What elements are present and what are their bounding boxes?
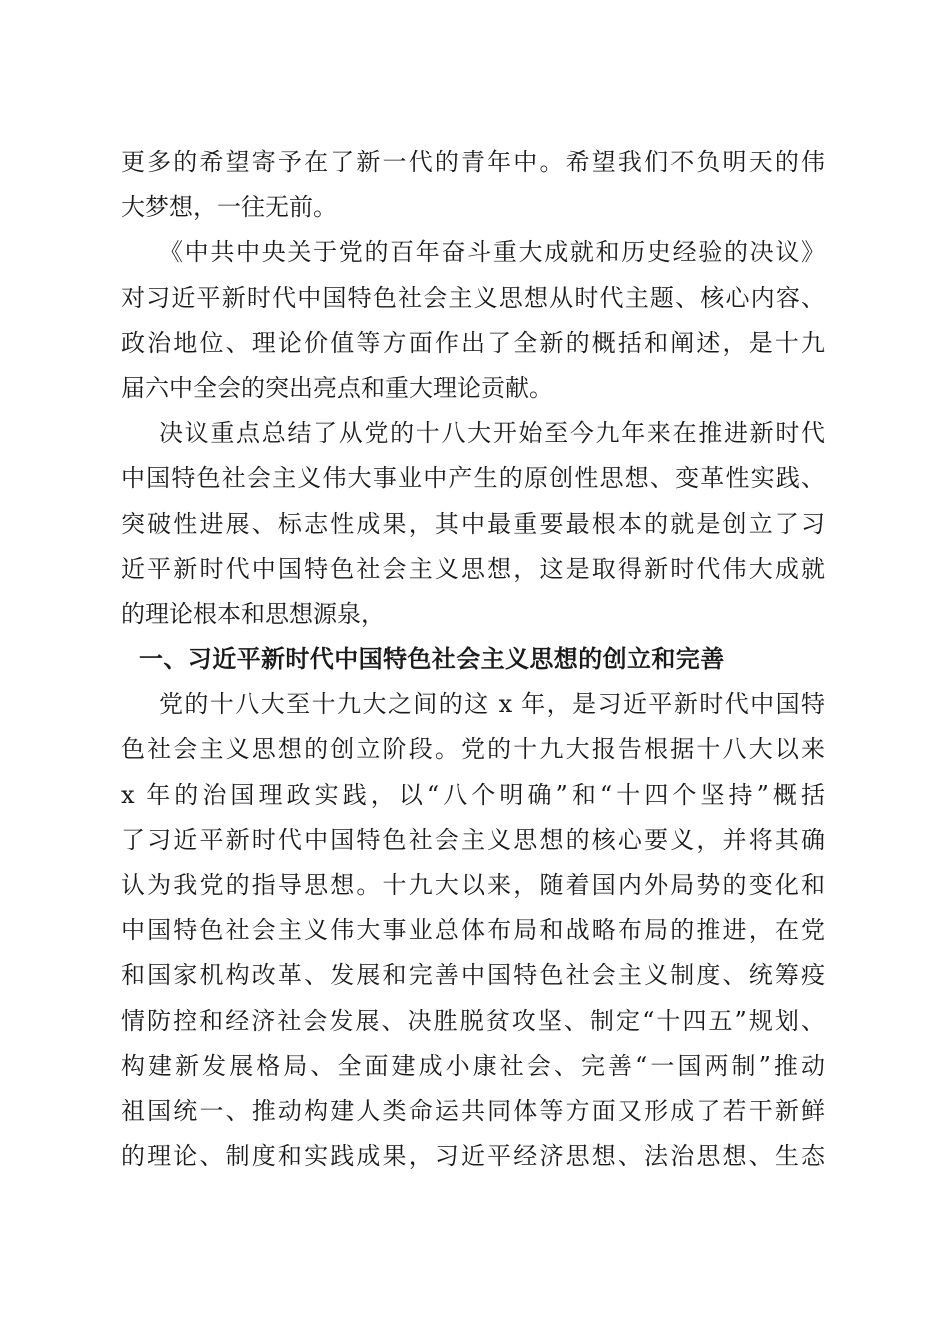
text-line: 《中共中央关于党的百年奋斗重大成就和历史经验的决议》 xyxy=(159,238,825,267)
heading-text: 一、习近平新时代中国特色社会主义思想的创立和完善 xyxy=(139,645,725,674)
text-line: 中国特色社会主义伟大事业总体布局和战略布局的推进，在党 xyxy=(121,916,825,945)
text-line: 近平新时代中国特色社会主义思想，这是取得新时代伟大成就 xyxy=(121,554,825,583)
text-line: 届六中全会的突出亮点和重大理论贡献。 xyxy=(121,373,553,402)
text-line: 对习近平新时代中国特色社会主义思想从时代主题、核心内容、 xyxy=(121,283,825,312)
text-line: 更多的希望寄予在了新一代的青年中。希望我们不负明天的伟 xyxy=(121,148,825,176)
text-line: 突破性进展、标志性成果，其中最重要最根本的就是创立了习 xyxy=(121,509,825,538)
text-line: 的理论根本和思想源泉， xyxy=(121,599,385,628)
text-line: 政治地位、理论价值等方面作出了全新的概括和阐述，是十九 xyxy=(121,328,825,357)
text-line: 色社会主义思想的创立阶段。党的十九大报告根据十八大以来 xyxy=(121,735,825,764)
text-line: 构建新发展格局、全面建成小康社会、完善“一国两制”推动 xyxy=(121,1051,825,1080)
text-line: 情防控和经济社会发展、决胜脱贫攻坚、制定“十四五”规划、 xyxy=(121,1006,825,1035)
text-line: 了习近平新时代中国特色社会主义思想的核心要义，并将其确 xyxy=(121,825,825,854)
text-line: 认为我党的指导思想。十九大以来，随着国内外局势的变化和 xyxy=(121,871,825,899)
text-line: 祖国统一、推动构建人类命运共同体等方面又形成了若干新鲜 xyxy=(121,1096,825,1125)
paragraph xyxy=(121,411,825,637)
paragraph xyxy=(121,682,825,1179)
paragraph xyxy=(121,230,825,411)
text-line: 大梦想，一往无前。 xyxy=(121,193,337,222)
document-body xyxy=(121,140,825,1179)
text-line: x 年的治国理政实践，以“八个明确”和“十四个坚持”概括 xyxy=(121,780,825,809)
text-line: 决议重点总结了从党的十八大开始至今九年来在推进新时代 xyxy=(159,419,825,448)
text-line: 的理论、制度和实践成果，习近平经济思想、法治思想、生态 xyxy=(121,1142,825,1171)
text-line: 和国家机构改革、发展和完善中国特色社会主义制度、统筹疫 xyxy=(121,961,825,990)
paragraph xyxy=(121,140,825,230)
text-line: 党的十八大至十九大之间的这 x 年，是习近平新时代中国特 xyxy=(159,690,825,719)
section-heading xyxy=(121,637,825,682)
text-line: 中国特色社会主义伟大事业中产生的原创性思想、变革性实践、 xyxy=(121,464,825,493)
